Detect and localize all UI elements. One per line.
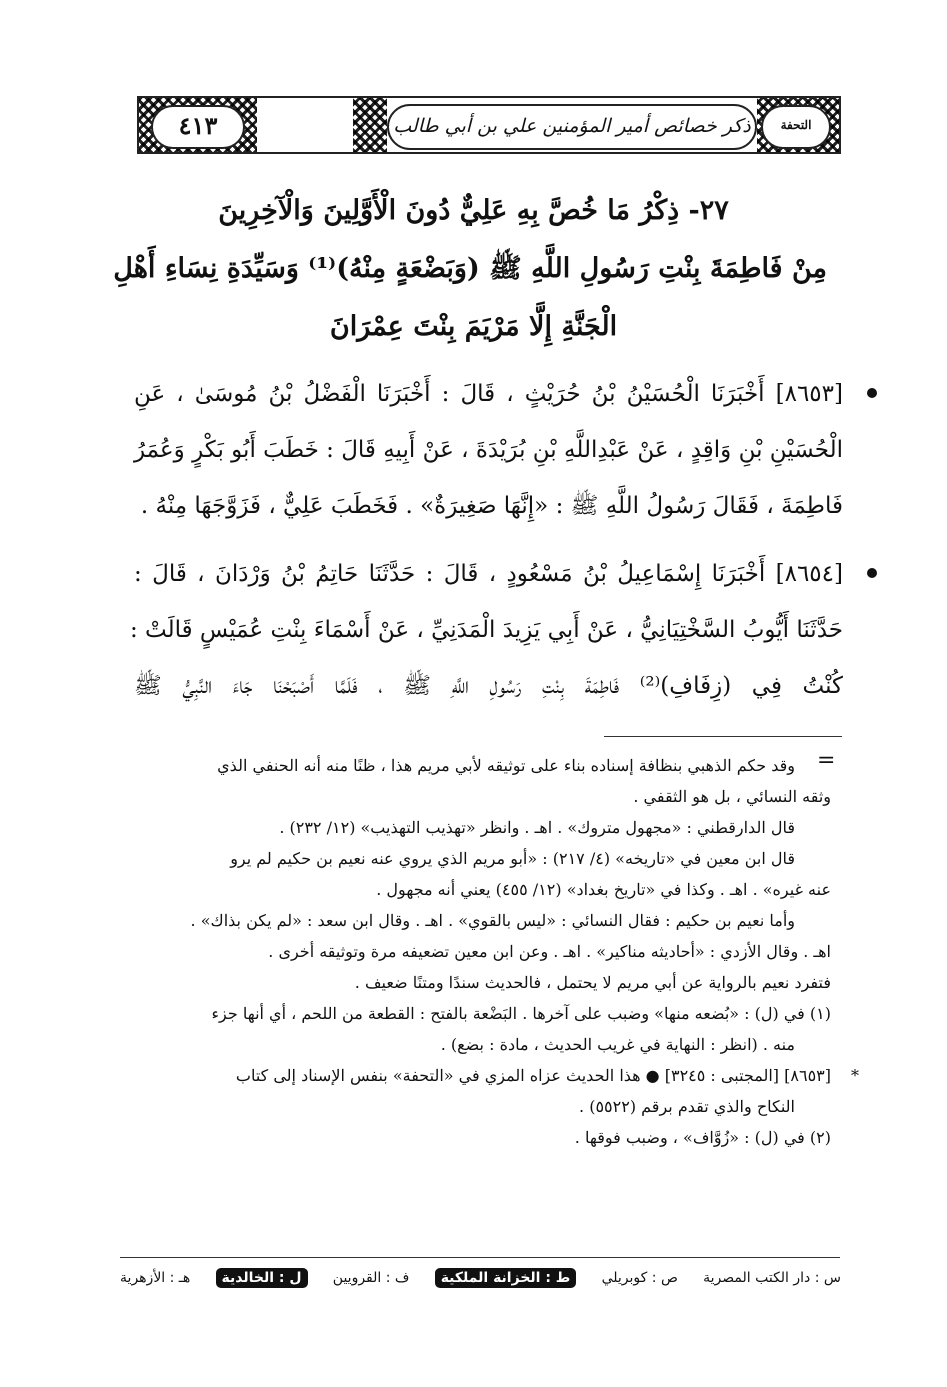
footnote-line: قال الدارقطني : «مجهول متروك» . اهـ . وانظر «تهذيب التهذيب» (١٢/ ٢٣٢) . <box>279 818 795 837</box>
chapter-heading-line: مِنْ فَاطِمَةَ بِنْتِ رَسُولِ اللَّهِ ﷺ (وَبَضْعَةٍ مِنْهُ)⁽¹⁾ وَسَيِّدَةِ نِسَاءِ أَهْلِ <box>113 253 827 284</box>
source-reference <box>134 1060 859 1091</box>
footnote-line: فتفرد نعيم بالرواية عن أبي مريم لا يحتمل ، فالحديث سندًا ومتنًا ضعيف . <box>354 973 831 992</box>
star-icon: * <box>851 1066 859 1085</box>
hadith-line: حَدَّثَنَا أَيُّوبُ السَّخْتِيَانِيُّ ، عَنْ أَبِي يَزِيدَ الْمَدَنِيِّ ، عَنْ أَسْمَاءَ بِنْتِ عُمَيْسٍ قَالَتْ : <box>129 617 843 643</box>
footnote-line: منه . (انظر : النهاية في غريب الحديث ، مادة : بضع) . <box>440 1035 795 1054</box>
legend-item: ص : كوبريلي <box>601 1270 678 1286</box>
hadith-line: فَاطِمَةَ ، فَقَالَ رَسُولُ اللَّهِ ﷺ : «إِنَّهَا صَغِيرَةٌ» . فَخَطَبَ عَلِيٌّ ، فَزَوَّجَهَا مِنْهُ . <box>140 493 843 519</box>
footnote-line: اهـ . وقال الأزدي : «أحاديثه مناكير» . اهـ . وعن ابن معين تضعيفه مرة وتوثيقه أخرى . <box>268 942 831 961</box>
footnote-1: (١) في (ل) : «بُضعه منها» وضبب على آخرها . البَضْعة بالفتح : القطعة من اللحم ، أي أنها جزء <box>211 1004 831 1023</box>
hadith-line: [٨٦٥٤] أَخْبَرَنَا إِسْمَاعِيلُ بْنُ مَسْعُودٍ ، قَالَ : حَدَّثَنَا حَاتِمُ بْنُ وَرْدَانَ ، قَالَ : <box>134 561 843 587</box>
page-number: ٤١٣ <box>151 105 245 149</box>
legend-separator <box>120 1257 840 1258</box>
manuscript-legend <box>120 1263 841 1293</box>
chapter-heading-line: الْجَنَّةِ إِلَّا مَرْيَمَ بِنْتَ عِمْرَانَ <box>329 311 618 342</box>
footnote-separator <box>604 736 842 737</box>
continuation-mark: = <box>817 748 836 773</box>
hadith-line: الْحُسَيْنِ بْنِ وَاقِدٍ ، عَنْ عَبْدِاللَّهِ بْنِ بُرَيْدَةَ ، عَنْ أَبِيهِ قَالَ : خَطَبَ أَبُو بَكْرٍ وَعُمَرُ <box>133 437 843 463</box>
legend-item: ف : القرويين <box>332 1270 410 1286</box>
footnote-line: عنه غيره» . اهـ . وكذا في «تاريخ بغداد» (١٢/ ٤٥٥) يعني أنه مجهول . <box>376 880 831 899</box>
legend-item: س : دار الكتب المصرية <box>703 1270 841 1286</box>
footnote-line: وثقه النسائي ، بل هو الثقفي . <box>633 787 831 806</box>
legend-item-boxed: ل : الخالدية <box>216 1268 308 1288</box>
page-header <box>137 96 841 154</box>
header-ornament-middle <box>353 98 387 152</box>
hadith-8654 <box>129 546 844 714</box>
chapter-heading-line: ٢٧- ذِكْرُ مَا خُصَّ بِهِ عَلِيٌّ دُونَ الْأَوَّلِينَ وَالْآخِرِينَ <box>218 195 729 226</box>
source-reference-text: [٨٦٥٣] [المجتبى : ٣٢٤٥] ● هذا الحديث عزاه المزي في «التحفة» بنفس الإسناد إلى كتاب <box>235 1066 831 1085</box>
footnotes <box>134 750 859 1153</box>
hadith-line: [٨٦٥٣] أَخْبَرَنَا الْحُسَيْنُ بْنُ حُرَيْثٍ ، قَالَ : أَخْبَرَنَا الْفَضْلُ بْنُ مُوسَىٰ ، عَنِ <box>134 381 843 407</box>
hadith-line: كُنْتُ فِي (زِفَافِ)⁽²⁾ فَاطِمَةَ بِنْتِ رَسُولِ اللَّهِ ﷺ ، فَلَمَّا أَصْبَحْنَا جَاءَ النَّبِيُّ ﷺ <box>134 673 844 699</box>
legend-item-boxed: ط : الخزانة الملكية <box>435 1268 577 1288</box>
hadith-8653 <box>134 366 843 534</box>
footnote-line: قال ابن معين في «تاريخه» (٤/ ٢١٧) : «أبو مريم الذي يروي عنه نعيم بن حكيم لم يرو <box>230 849 795 868</box>
bullet-icon <box>867 388 877 398</box>
bullet-icon <box>867 568 877 578</box>
footnote-line: وقد حكم الذهبي بنظافة إسناده بناء على توثيقه لأبي مريم هذا ، ظنًا منه أنه الحنفي الذي <box>217 756 795 775</box>
book-emblem: التحفة <box>761 105 831 149</box>
running-title: ذكر خصائص أمير المؤمنين علي بن أبي طالب <box>387 104 757 150</box>
footnote-line: النكاح والذي تقدم برقم (٥٥٢٢) . <box>579 1097 795 1116</box>
footnote-2: (٢) في (ل) : «زُوَّاف» ، وضبب فوقها . <box>574 1128 831 1147</box>
chapter-heading <box>113 182 827 356</box>
legend-item: هـ : الأزهرية <box>120 1270 191 1286</box>
footnote-line: وأما نعيم بن حكيم : فقال النسائي : «ليس بالقوي» . اهـ . وقال ابن سعد : «لم يكن بذاك» . <box>190 911 795 930</box>
